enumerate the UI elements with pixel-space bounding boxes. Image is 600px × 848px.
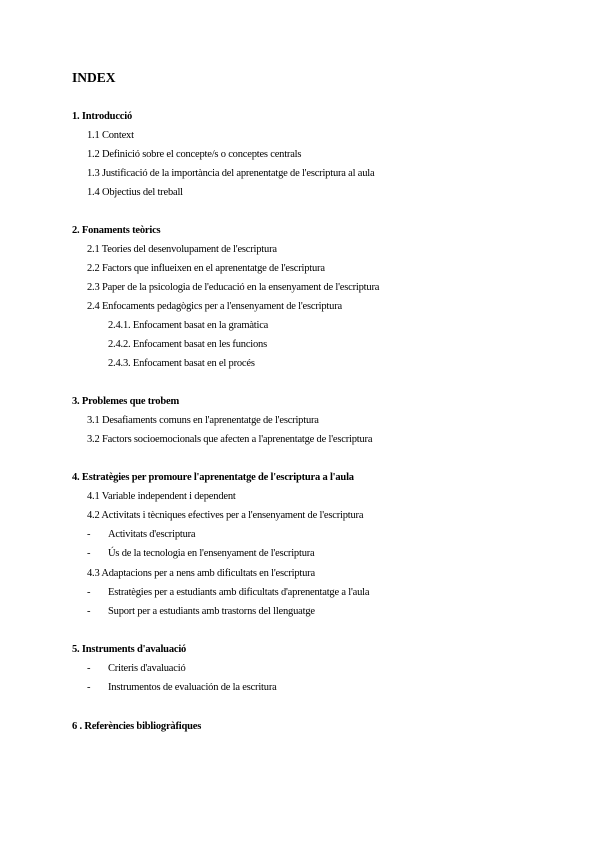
toc-item-1-2: 1.2 Definició sobre el concepte/s o conceptes centrals <box>87 149 302 160</box>
section-1-heading: 1. Introducció <box>72 111 133 122</box>
bullet-dash: - <box>87 587 91 598</box>
section-3-heading: 3. Problemes que trobem <box>72 396 179 407</box>
section-4-heading: 4. Estratègies per promoure l'aprenentatge de l'escriptura a l'aula <box>72 472 354 483</box>
toc-item-2-4-1: 2.4.1. Enfocament basat en la gramàtica <box>108 320 269 331</box>
toc-item-4-1: 4.1 Variable independent i dependent <box>87 491 236 502</box>
section-5-heading: 5. Instruments d'avaluació <box>72 644 187 655</box>
toc-item-2-4: 2.4 Enfocaments pedagògics per a l'ensenyament de l'escriptura <box>87 301 342 312</box>
bullet-dash: - <box>87 682 91 693</box>
index-title: INDEX <box>72 70 116 85</box>
bullet-dash: - <box>87 663 91 674</box>
toc-item-2-3: 2.3 Paper de la psicologia de l'educació en la ensenyament de l'escriptura <box>87 282 380 293</box>
toc-bullet-4-3-a <box>87 587 369 599</box>
toc-bullet-4-3-b <box>87 606 315 618</box>
bullet-text: Activitats d'escriptura <box>108 529 196 540</box>
bullet-dash: - <box>87 529 91 540</box>
toc-bullet-4-2-a <box>87 529 195 541</box>
toc-bullet-5-a <box>87 663 186 675</box>
toc-bullet-4-2-b <box>87 548 315 560</box>
bullet-text: Estratègies per a estudiants amb dificultats d'aprenentatge a l'aula <box>108 587 370 598</box>
section-2-heading: 2. Fonaments teòrics <box>72 225 161 236</box>
toc-item-2-4-3: 2.4.3. Enfocament basat en el procés <box>108 358 255 369</box>
section-6-heading: 6 . Referències bibliogràfiques <box>72 721 202 732</box>
toc-item-4-2: 4.2 Activitats i tècniques efectives per a l'ensenyament de l'escriptura <box>87 510 364 521</box>
bullet-dash: - <box>87 606 91 617</box>
toc-item-2-1: 2.1 Teories del desenvolupament de l'escriptura <box>87 244 277 255</box>
toc-item-3-2: 3.2 Factors socioemocionals que afecten a l'aprenentatge de l'escriptura <box>87 434 373 445</box>
bullet-text: Ús de la tecnologia en l'ensenyament de l'escriptura <box>108 548 315 559</box>
toc-item-1-4: 1.4 Objectius del treball <box>87 187 183 198</box>
bullet-text: Criteris d'avaluació <box>108 663 186 674</box>
toc-item-3-1: 3.1 Desafiaments comuns en l'aprenentatge de l'escriptura <box>87 415 319 426</box>
toc-bullet-5-b <box>87 682 277 694</box>
toc-item-2-4-2: 2.4.2. Enfocament basat en les funcions <box>108 339 267 350</box>
toc-item-1-3: 1.3 Justificació de la importància del aprenentatge de l'escriptura al aula <box>87 168 375 179</box>
bullet-text: Instrumentos de evaluación de la escritura <box>108 682 277 693</box>
toc-item-2-2: 2.2 Factors que influeixen en el aprenentatge de l'escriptura <box>87 263 325 274</box>
bullet-dash: - <box>87 548 91 559</box>
bullet-text: Suport per a estudiants amb trastorns del llenguatge <box>108 606 315 617</box>
toc-item-4-3: 4.3 Adaptacions per a nens amb dificultats en l'escriptura <box>87 568 315 579</box>
toc-item-1-1: 1.1 Context <box>87 130 134 141</box>
